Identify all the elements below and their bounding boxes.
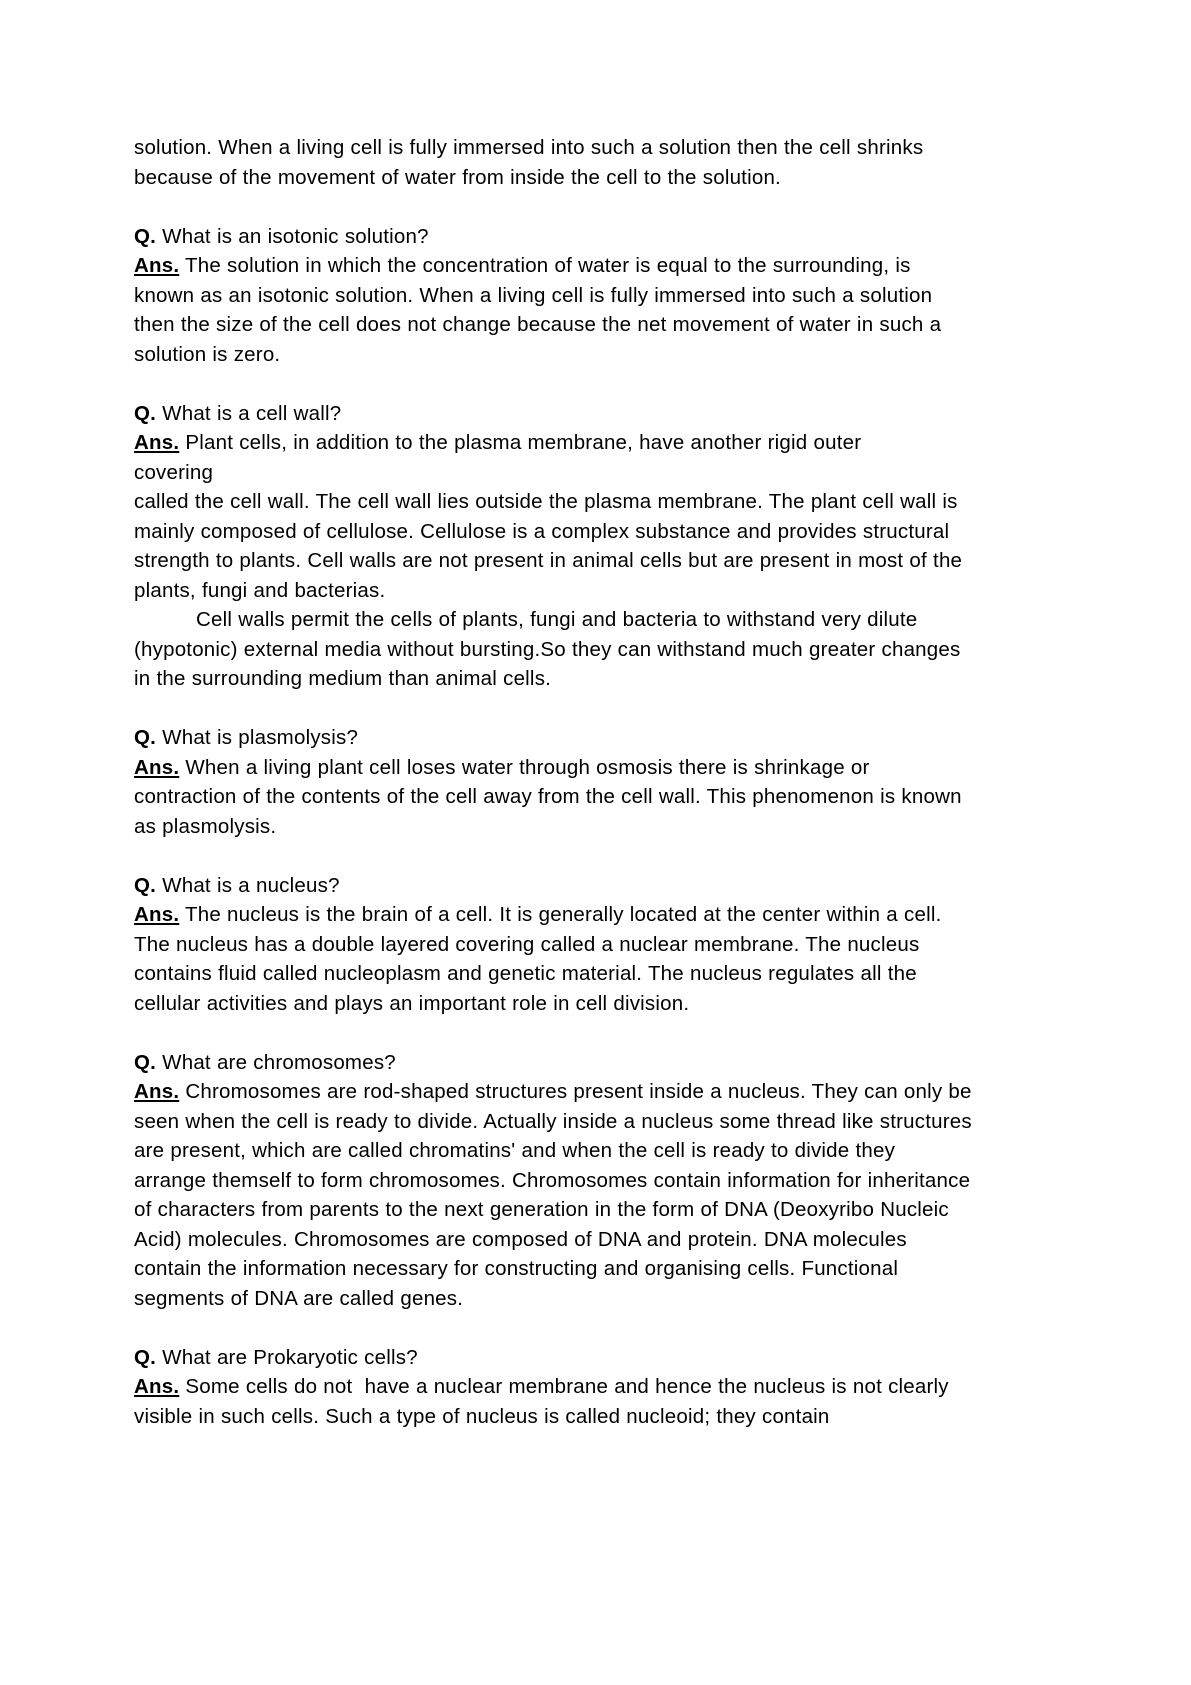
document-text-column xyxy=(134,133,972,1431)
paragraph-spacer xyxy=(134,1313,972,1343)
paragraph-spacer xyxy=(134,1018,972,1048)
question-line xyxy=(134,222,972,252)
question-text: What are Prokaryotic cells? xyxy=(156,1345,418,1369)
q-label: Q. xyxy=(134,1050,157,1074)
q-label: Q. xyxy=(134,726,157,749)
answer-text-line-3: called the cell wall. The cell wall lies outside the plasma membrane. The plant cell wall is mainly composed of cellulose. Cellulose is a complex substance and provides structural strength to plants. Cell walls are not present in animal cells but are present in most of the plants, fungi and bacterias. xyxy=(134,490,963,602)
answer-paragraph xyxy=(134,900,972,1018)
q-label: Q. xyxy=(134,224,157,248)
answer-text: Chromosomes are rod-shaped structures present inside a nucleus. They can only be seen when the cell is ready to divide. Actually inside a nucleus some thread like structures are present, which are called chromatins' and when the cell is ready to divide they arrange themself to form chromosomes. Chromosomes contain information for inheritance of characters from parents to the next generation in the form of DNA (Deoxyribo Nucleic Acid) molecules. Chromosomes are composed of DNA and protein. DNA molecules contain the information necessary for constructing and organising cells. Functional segments of DNA are called genes. xyxy=(134,1080,972,1310)
qa-item-nucleus xyxy=(134,871,972,1019)
question-text: What is a cell wall? xyxy=(156,401,342,425)
qa-item-plasmolysis xyxy=(134,723,972,841)
answer-text: The nucleus is the brain of a cell. It is generally located at the center within a cell. The nucleus has a double layered covering called a nuclear membrane. The nucleus contains fluid called nucleoplasm and genetic material. The nucleus regulates all the cellular activities and plays an important role in cell division. xyxy=(134,903,942,1015)
ans-label: Ans. xyxy=(134,1080,180,1103)
q-label: Q. xyxy=(134,401,157,425)
ans-label: Ans. xyxy=(134,1375,180,1398)
qa-item-chromosomes xyxy=(134,1048,972,1314)
question-text: What is a nucleus? xyxy=(156,873,340,897)
question-text: What is plasmolysis? xyxy=(156,726,359,749)
ans-label: Ans. xyxy=(134,755,180,779)
answer-text: When a living plant cell loses water through osmosis there is shrinkage or contraction of the contents of the cell away from the cell wall. This phenomenon is known as plasmolysis. xyxy=(134,755,962,838)
question-text: What is an isotonic solution? xyxy=(156,224,429,248)
question-line xyxy=(134,399,972,429)
question-line xyxy=(134,1343,972,1373)
answer-paragraph xyxy=(134,428,972,694)
answer-text: Some cells do not have a nuclear membrane and hence the nucleus is not clearly visible in such cells. Such a type of nucleus is called nucleoid; they contain xyxy=(134,1375,955,1428)
ans-label: Ans. xyxy=(134,903,180,926)
paragraph-spacer xyxy=(134,369,972,399)
paragraph-spacer xyxy=(134,694,972,724)
answer-paragraph xyxy=(134,1077,972,1313)
question-line xyxy=(134,1048,972,1078)
answer-text: The solution in which the concentration of water is equal to the surrounding, is known as an isotonic solution. When a living cell is fully immersed into such a solution then the size of the cell does not change because the net movement of water in such a solution is zero. xyxy=(134,254,942,366)
answer-paragraph xyxy=(134,251,972,369)
qa-item-cell-wall xyxy=(134,399,972,694)
q-label: Q. xyxy=(134,873,157,897)
answer-paragraph xyxy=(134,753,972,842)
answer-text-line-1: Plant cells, in addition to the plasma membrane, have another rigid outer xyxy=(179,431,862,454)
question-text: What are chromosomes? xyxy=(156,1050,396,1074)
question-line xyxy=(134,871,972,901)
question-line xyxy=(134,723,972,753)
intro-paragraph: solution. When a living cell is fully immersed into such a solution then the cell shrinks because of the movement of water from inside the cell to the solution. xyxy=(134,136,924,189)
paragraph-spacer xyxy=(134,192,972,222)
qa-item-isotonic xyxy=(134,222,972,370)
ans-label: Ans. xyxy=(134,254,180,277)
paragraph-spacer xyxy=(134,841,972,871)
q-label: Q. xyxy=(134,1345,157,1369)
ans-label: Ans. xyxy=(134,431,180,454)
answer-paragraph xyxy=(134,1372,972,1431)
qa-item-prokaryotic xyxy=(134,1343,972,1432)
answer-text-line-2: covering xyxy=(134,460,214,484)
answer-text-line-4: Cell walls permit the cells of plants, fungi and bacteria to withstand very dilute (hypotonic) external media without bursting.So they can withstand much greater changes in the surrounding medium than animal cells. xyxy=(134,608,961,690)
